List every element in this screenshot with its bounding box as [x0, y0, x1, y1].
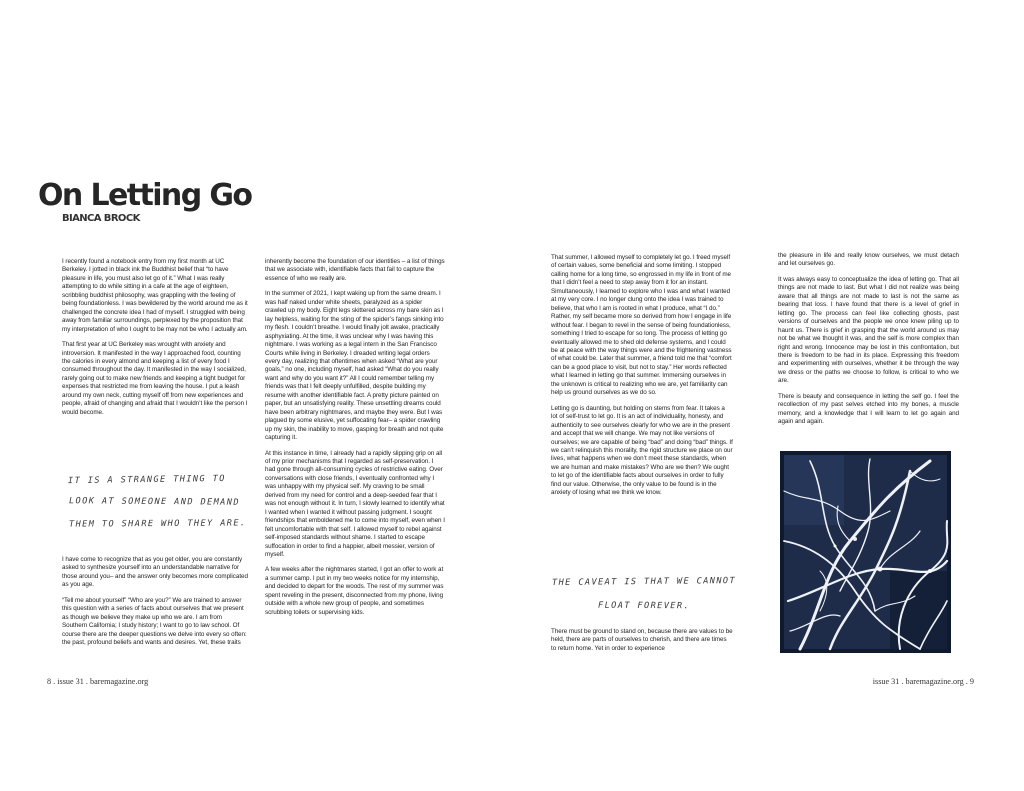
- text-column-4: [778, 252, 959, 434]
- paragraph: That first year at UC Berkeley was wrought with anxiety and introversion. It manifested in the way I approached food, counting the calories in every almond and keeping a list of every food I consumed throughout the day. It manifested in the way I socialized, rarely going out to make new friends and keeping a tight budget for expenses that restricted me from leaving the house. I put a leash around my own neck, cutting myself off from new experiences and people, afraid of changing and afraid that I wouldn’t like the person I would become.: [62, 341, 248, 416]
- paragraph: the pleasure in life and really know ourselves, we must detach and let ourselves go.: [778, 252, 959, 268]
- paragraph: It was always easy to conceptualize the idea of letting go. That all things are not made to last. But what I did not realize was being aware that all things are not made to last is not the same as bearing that loss. I have found that there is a level of grief in letting go. The process can feel like collecting ghosts, past versions of ourselves and the people we once knew piling up to haunt us. There is grief in grasping that the world around us may not be what we thought it was, and the self is more complex than right and wrong. Innocence may be lost in this confrontation, but there is freedom to be had in its place. Expressing this freedom and experimenting with ourselves, whether it be through the way we dress or the paths we choose to follow, is critical to who we are.: [778, 275, 959, 385]
- paragraph: “Tell me about yourself” “Who are you?” We are trained to answer this question with a series of facts about ourselves that we present as though we believe they make up who we are. I am from Southern California; I study history; I want to go to law school. Of course there are the deeper questions we delve into every so often: the past, profound beliefs and wants and desires. Yet, these traits: [62, 596, 247, 647]
- paragraph: At this instance in time, I already had a rapidly slipping grip on all of my prior mechanisms that I regarded as self-preservation. I had gone through all-consuming cycles of restrictive eating. Over conversations with close friends, I eventually confronted why I was unhappy with my physical self. My craving to be small derived from my need for control and a deep-seeded fear that I was not enough without it. In turn, I slowly learned to identify what I wanted when I wanted it without passing judgment. I sought friendships that emboldened me to come into myself, even when I felt uncomfortable with that self. I allowed myself to rebel against self-imposed standards without shame. I started to escape suffocation in order to find a happier, albeit messier, version of myself.: [265, 449, 445, 558]
- handwritten-quote-line: IT IS A STRANGE THING TO: [67, 473, 226, 487]
- handwritten-quote-line: THEM TO SHARE WHO THEY ARE.: [68, 518, 247, 530]
- handwritten-quote-line: FLOAT FOREVER.: [597, 600, 691, 612]
- text-column-2: [265, 258, 445, 624]
- handwritten-quote-line: LOOK AT SOMEONE AND DEMAND: [68, 496, 240, 508]
- paragraph: I have come to recognize that as you get older, you are constantly asked to synthesize yourself into an understandable narrative for those around you– and the answer only becomes more complicated as you age.: [62, 556, 248, 589]
- paragraph: In the summer of 2021, I kept waking up from the same dream. I was half naked under white sheets, paralyzed as a spider crawled up my body. Eight legs skittered across my bare skin as I lay helpless, waiting for the sting of the spider’s fangs sinking into my flesh. I couldn’t breathe. I would finally jolt awake, practically asphyxiating. At the time, it was unclear why I was having this nightmare. I was working as a legal intern in the San Francisco Courts while living in Berkeley. I dreaded writing legal orders every day, realizing that oftentimes when asked “What are your goals,” no one, including myself, had asked “What do you really want and why do you want it?” All I could remember telling my friends was that I felt deeply unfulfilled, despite building my resume with another identifiable fact. A pretty picture painted on paper, but an unsatisfying reality. These unsettling dreams could have been arbitrary nightmares, and maybe they were. But I was plagued by some elusive, yet suffocating fear– a spider crawling up my skin, the inability to move, gasping for breath and not quite capturing it.: [265, 290, 444, 442]
- text-column-1: [62, 258, 248, 424]
- paragraph: inherently become the foundation of our identities – a list of things that we associate with, identifiable facts that fail to capture the essence of who we really are.: [265, 258, 445, 282]
- text-column-3: [551, 254, 733, 505]
- tree-branches-photo-icon: [780, 451, 951, 653]
- text-column-3-lower: [551, 628, 733, 660]
- text-column-1-lower: [62, 556, 248, 655]
- paragraph: Letting go is daunting, but holding on stems from fear. It takes a lot of self-trust to let go. It is an act of individuality, honesty, and authenticity to see ourselves clearly for who we are in the present and accept that we will change. We may not like versions of ourselves; we are capable of being “bad” and doing “bad” things. If we can’t relinquish this morality, the rigid structure we place on our lives, what happens when we don’t meet these standards, when we are human and make mistakes? Who are we then? We ought to let go of the identifiable facts about ourselves in order to fully find our value. Otherwise, the only value to be found is in the anxiety of losing what we think we know.: [551, 404, 733, 497]
- page-footer-left: 8 . issue 31 . baremagazine.org: [47, 677, 149, 686]
- author-byline: BIANCA BROCK: [62, 213, 140, 224]
- page-footer-right: issue 31 . baremagazine.org . 9: [872, 677, 974, 686]
- paragraph: A few weeks after the nightmares started, I got an offer to work at a summer camp. I put in my two weeks notice for my internship, and decided to depart for the woods. The rest of my summer was spent reveling in the present, disconnected from my phone, living outside with a whole new group of people, and sometimes scrubbing toilets or supervising kids.: [265, 566, 444, 616]
- article-title: On Letting Go: [38, 178, 252, 213]
- paragraph: There must be ground to stand on, because there are values to be held, there are parts of ourselves to cherish, and there are times to return home. Yet in order to experience: [551, 628, 733, 652]
- paragraph: I recently found a notebook entry from my first month at UC Berkeley. I jotted in black ink the Buddhist belief that “to have pleasure in life, you must also let go of it.” What I was really attempting to do while sitting in a cafe at the age of eighteen, scribbling buddhist philosophy, was grappling with the feeling of being foundationless. I was bewildered by the world around me as it challenged the concrete idea I had of myself. I struggled with being away from familiar surroundings, perplexed by the proposition that my interpretation of who I ought to be may not be who I actually am.: [62, 258, 248, 333]
- paragraph: That summer, I allowed myself to completely let go. I freed myself of certain values, some beneficial and some limiting. I stopped calling home for a long time, so engrossed in my life in front of me that I didn’t feel a need to step away from it for an instant. Simultaneously, I learned to explore who I was and what I wanted at my very core. I no longer clung onto the idea I was trained to believe, that who I am is rooted in what I produce, what “I do.” Rather, my self became more so derived from how I engage in life without fear. I began to revel in the sense of being foundationless, something I tried to escape for so long. The process of letting go eventually allowed me to shed old defense systems, and I could be at peace with the way things were and the frightening vastness of what could be. Later that summer, a friend told me that “comfort can be a good place to visit, but not to stay.” Her words reflected what I learned in letting go that summer. Immersing ourselves in the unknown is critical to realizing who we are, yet familiarity can help us ground ourselves as we do so.: [551, 254, 732, 397]
- handwritten-quote-line: THE CAVEAT IS THAT WE CANNOT: [551, 576, 737, 588]
- paragraph: There is beauty and consequence in letting the self go. I feel the recollection of my past selves etched into my bones, a muscle memory, and a knowledge that I will learn to let go again and again and again.: [778, 392, 959, 426]
